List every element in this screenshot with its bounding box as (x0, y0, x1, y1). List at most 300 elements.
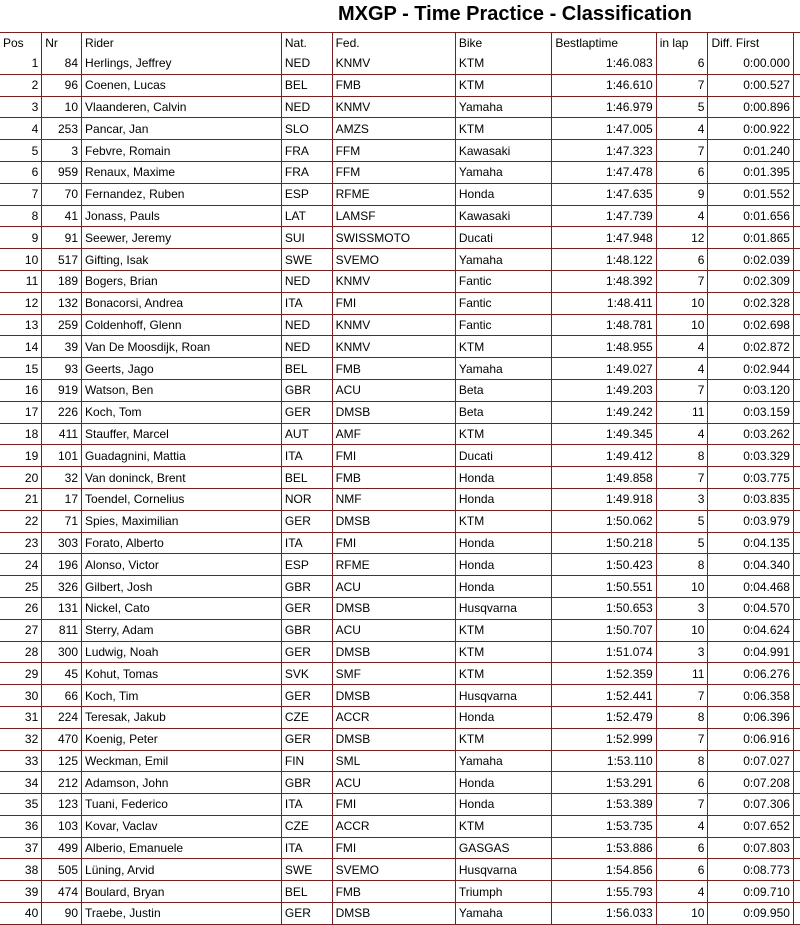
cell-in-lap: 7 (656, 379, 708, 401)
table-edge (793, 859, 800, 881)
cell-bike: KTM (455, 423, 551, 445)
cell-bike: Honda (455, 532, 551, 554)
cell-nat: CZE (281, 706, 332, 728)
cell-rider: Adamson, John (82, 772, 282, 794)
cell-in-lap: 7 (656, 74, 708, 96)
cell-bestlaptime: 1:47.635 (552, 183, 656, 205)
cell-nr: 132 (42, 292, 82, 314)
cell-nat: GBR (281, 619, 332, 641)
header-fed: Fed. (332, 33, 455, 53)
cell-bestlaptime: 1:49.203 (552, 379, 656, 401)
cell-fed: ACCR (332, 815, 455, 837)
cell-bike: Honda (455, 794, 551, 816)
header-bike: Bike (455, 33, 551, 53)
cell-bestlaptime: 1:47.005 (552, 118, 656, 140)
cell-fed: KNMV (332, 96, 455, 118)
cell-rider: Vlaanderen, Calvin (82, 96, 282, 118)
cell-pos: 33 (0, 750, 42, 772)
cell-diff-first: 0:02.328 (708, 292, 793, 314)
table-edge (793, 750, 800, 772)
cell-rider: Traebe, Justin (82, 903, 282, 925)
cell-diff-first: 0:04.468 (708, 576, 793, 598)
cell-bestlaptime: 1:48.122 (552, 249, 656, 271)
cell-fed: DMSB (332, 903, 455, 925)
cell-nat: NED (281, 96, 332, 118)
cell-rider: Koch, Tom (82, 401, 282, 423)
cell-bike: Ducati (455, 227, 551, 249)
table-row (0, 401, 800, 423)
table-edge (793, 881, 800, 903)
cell-nr: 91 (42, 227, 82, 249)
cell-rider: Renaux, Maxime (82, 161, 282, 183)
cell-bestlaptime: 1:49.412 (552, 445, 656, 467)
cell-rider: Stauffer, Marcel (82, 423, 282, 445)
cell-fed: DMSB (332, 510, 455, 532)
cell-fed: NMF (332, 488, 455, 510)
cell-pos: 8 (0, 205, 42, 227)
table-row (0, 423, 800, 445)
cell-fed: FFM (332, 140, 455, 162)
cell-bike: Fantic (455, 314, 551, 336)
cell-bike: Honda (455, 772, 551, 794)
cell-bestlaptime: 1:49.858 (552, 467, 656, 489)
table-edge (793, 161, 800, 183)
cell-nr: 96 (42, 74, 82, 96)
cell-bestlaptime: 1:50.218 (552, 532, 656, 554)
header-nr: Nr (42, 33, 82, 53)
cell-in-lap: 9 (656, 183, 708, 205)
cell-nr: 196 (42, 554, 82, 576)
cell-diff-first: 0:02.872 (708, 336, 793, 358)
table-row (0, 576, 800, 598)
cell-in-lap: 10 (656, 903, 708, 925)
cell-diff-first: 0:07.027 (708, 750, 793, 772)
cell-bike: KTM (455, 815, 551, 837)
table-edge (793, 74, 800, 96)
cell-pos: 11 (0, 270, 42, 292)
cell-bike: Beta (455, 401, 551, 423)
cell-pos: 5 (0, 140, 42, 162)
cell-pos: 31 (0, 706, 42, 728)
table-row (0, 96, 800, 118)
cell-pos: 21 (0, 488, 42, 510)
cell-bestlaptime: 1:53.389 (552, 794, 656, 816)
cell-pos: 29 (0, 663, 42, 685)
cell-in-lap: 6 (656, 772, 708, 794)
cell-fed: AMF (332, 423, 455, 445)
cell-pos: 3 (0, 96, 42, 118)
cell-diff-first: 0:06.396 (708, 706, 793, 728)
table-edge (793, 619, 800, 641)
cell-bike: Fantic (455, 292, 551, 314)
cell-nat: AUT (281, 423, 332, 445)
cell-fed: SMF (332, 663, 455, 685)
cell-rider: Ludwig, Noah (82, 641, 282, 663)
table-edge (793, 903, 800, 925)
cell-nat: NED (281, 336, 332, 358)
cell-rider: Spies, Maximilian (82, 510, 282, 532)
table-edge (793, 292, 800, 314)
cell-rider: Sterry, Adam (82, 619, 282, 641)
cell-bestlaptime: 1:49.345 (552, 423, 656, 445)
cell-rider: Alberio, Emanuele (82, 837, 282, 859)
table-edge (793, 837, 800, 859)
cell-pos: 25 (0, 576, 42, 598)
cell-in-lap: 11 (656, 401, 708, 423)
table-row (0, 140, 800, 162)
cell-nat: GER (281, 597, 332, 619)
cell-diff-first: 0:07.208 (708, 772, 793, 794)
table-edge (793, 205, 800, 227)
cell-in-lap: 4 (656, 118, 708, 140)
cell-bestlaptime: 1:47.948 (552, 227, 656, 249)
cell-bike: Husqvarna (455, 859, 551, 881)
table-edge (793, 445, 800, 467)
cell-diff-first: 0:06.276 (708, 663, 793, 685)
table-edge (793, 249, 800, 271)
header-in-lap: in lap (656, 33, 708, 53)
cell-fed: FMB (332, 358, 455, 380)
cell-diff-first: 0:02.039 (708, 249, 793, 271)
cell-bike: Kawasaki (455, 140, 551, 162)
cell-nr: 84 (42, 53, 82, 75)
cell-in-lap: 6 (656, 859, 708, 881)
cell-nr: 505 (42, 859, 82, 881)
cell-bike: Triumph (455, 881, 551, 903)
table-edge (793, 379, 800, 401)
cell-fed: ACCR (332, 706, 455, 728)
cell-bike: KTM (455, 118, 551, 140)
cell-nr: 71 (42, 510, 82, 532)
cell-diff-first: 0:00.000 (708, 53, 793, 75)
cell-diff-first: 0:06.358 (708, 685, 793, 707)
header-bestlaptime: Bestlaptime (552, 33, 656, 53)
cell-diff-first: 0:07.306 (708, 794, 793, 816)
cell-diff-first: 0:03.120 (708, 379, 793, 401)
cell-diff-first: 0:09.950 (708, 903, 793, 925)
cell-bestlaptime: 1:48.411 (552, 292, 656, 314)
cell-fed: DMSB (332, 401, 455, 423)
table-row (0, 488, 800, 510)
cell-pos: 23 (0, 532, 42, 554)
cell-pos: 40 (0, 903, 42, 925)
cell-nat: BEL (281, 467, 332, 489)
cell-rider: Bogers, Brian (82, 270, 282, 292)
cell-bike: Fantic (455, 270, 551, 292)
cell-pos: 6 (0, 161, 42, 183)
cell-fed: KNMV (332, 53, 455, 75)
cell-diff-first: 0:03.835 (708, 488, 793, 510)
cell-nat: BEL (281, 74, 332, 96)
cell-in-lap: 11 (656, 663, 708, 685)
cell-pos: 7 (0, 183, 42, 205)
cell-rider: Lüning, Arvid (82, 859, 282, 881)
cell-diff-first: 0:01.240 (708, 140, 793, 162)
cell-pos: 9 (0, 227, 42, 249)
cell-diff-first: 0:04.991 (708, 641, 793, 663)
cell-bestlaptime: 1:52.441 (552, 685, 656, 707)
cell-bestlaptime: 1:52.999 (552, 728, 656, 750)
table-edge (793, 401, 800, 423)
cell-diff-first: 0:01.552 (708, 183, 793, 205)
cell-bestlaptime: 1:53.110 (552, 750, 656, 772)
cell-fed: RFME (332, 554, 455, 576)
table-row (0, 467, 800, 489)
cell-in-lap: 3 (656, 641, 708, 663)
cell-bike: Honda (455, 554, 551, 576)
cell-nr: 517 (42, 249, 82, 271)
table-row (0, 74, 800, 96)
cell-pos: 39 (0, 881, 42, 903)
cell-diff-first: 0:04.135 (708, 532, 793, 554)
cell-fed: KNMV (332, 336, 455, 358)
cell-bike: Ducati (455, 445, 551, 467)
cell-pos: 32 (0, 728, 42, 750)
cell-rider: Herlings, Jeffrey (82, 53, 282, 75)
cell-in-lap: 7 (656, 794, 708, 816)
cell-nat: GBR (281, 576, 332, 598)
table-edge (793, 597, 800, 619)
cell-bike: Yamaha (455, 96, 551, 118)
cell-rider: Coenen, Lucas (82, 74, 282, 96)
cell-diff-first: 0:04.624 (708, 619, 793, 641)
table-row (0, 663, 800, 685)
cell-in-lap: 4 (656, 336, 708, 358)
table-row (0, 641, 800, 663)
cell-diff-first: 0:00.922 (708, 118, 793, 140)
table-edge (793, 423, 800, 445)
table-row (0, 619, 800, 641)
cell-pos: 35 (0, 794, 42, 816)
cell-nat: ITA (281, 794, 332, 816)
cell-bike: Husqvarna (455, 597, 551, 619)
cell-nr: 131 (42, 597, 82, 619)
cell-bestlaptime: 1:50.062 (552, 510, 656, 532)
cell-nr: 253 (42, 118, 82, 140)
page-title: MXGP - Time Practice - Classification (338, 3, 692, 25)
cell-nat: ITA (281, 532, 332, 554)
cell-bestlaptime: 1:55.793 (552, 881, 656, 903)
cell-nat: SWE (281, 249, 332, 271)
table-edge (793, 728, 800, 750)
cell-fed: KNMV (332, 314, 455, 336)
table-edge (793, 641, 800, 663)
cell-nat: GER (281, 728, 332, 750)
cell-pos: 16 (0, 379, 42, 401)
cell-pos: 4 (0, 118, 42, 140)
cell-pos: 15 (0, 358, 42, 380)
cell-nr: 17 (42, 488, 82, 510)
table-row (0, 750, 800, 772)
table-edge (793, 358, 800, 380)
cell-in-lap: 8 (656, 750, 708, 772)
table-edge (793, 576, 800, 598)
cell-nr: 70 (42, 183, 82, 205)
cell-in-lap: 3 (656, 597, 708, 619)
table-edge (793, 270, 800, 292)
cell-bestlaptime: 1:48.955 (552, 336, 656, 358)
cell-rider: Fernandez, Ruben (82, 183, 282, 205)
cell-rider: Forato, Alberto (82, 532, 282, 554)
cell-diff-first: 0:03.262 (708, 423, 793, 445)
table-row (0, 859, 800, 881)
table-edge (793, 772, 800, 794)
cell-bike: KTM (455, 336, 551, 358)
cell-rider: Febvre, Romain (82, 140, 282, 162)
cell-fed: FMB (332, 74, 455, 96)
cell-nr: 212 (42, 772, 82, 794)
cell-diff-first: 0:07.652 (708, 815, 793, 837)
cell-pos: 36 (0, 815, 42, 837)
cell-rider: Jonass, Pauls (82, 205, 282, 227)
cell-diff-first: 0:04.340 (708, 554, 793, 576)
cell-nat: SVK (281, 663, 332, 685)
cell-in-lap: 10 (656, 292, 708, 314)
cell-bestlaptime: 1:49.918 (552, 488, 656, 510)
cell-nr: 474 (42, 881, 82, 903)
cell-diff-first: 0:03.159 (708, 401, 793, 423)
cell-pos: 2 (0, 74, 42, 96)
table-row (0, 706, 800, 728)
cell-pos: 34 (0, 772, 42, 794)
cell-diff-first: 0:08.773 (708, 859, 793, 881)
cell-nat: LAT (281, 205, 332, 227)
cell-rider: Bonacorsi, Andrea (82, 292, 282, 314)
cell-pos: 37 (0, 837, 42, 859)
cell-fed: DMSB (332, 685, 455, 707)
cell-bestlaptime: 1:50.551 (552, 576, 656, 598)
table-row (0, 379, 800, 401)
cell-nr: 103 (42, 815, 82, 837)
cell-fed: FMI (332, 532, 455, 554)
cell-pos: 26 (0, 597, 42, 619)
cell-nat: NED (281, 314, 332, 336)
cell-fed: DMSB (332, 597, 455, 619)
table-edge (793, 467, 800, 489)
table-row (0, 510, 800, 532)
cell-bestlaptime: 1:48.392 (552, 270, 656, 292)
cell-bike: Husqvarna (455, 685, 551, 707)
cell-bestlaptime: 1:52.479 (552, 706, 656, 728)
table-edge (793, 510, 800, 532)
cell-nat: NED (281, 53, 332, 75)
cell-in-lap: 7 (656, 685, 708, 707)
cell-nat: FRA (281, 161, 332, 183)
table-row (0, 53, 800, 75)
cell-fed: LAMSF (332, 205, 455, 227)
cell-bike: Yamaha (455, 903, 551, 925)
cell-in-lap: 10 (656, 314, 708, 336)
cell-bike: Honda (455, 706, 551, 728)
cell-pos: 19 (0, 445, 42, 467)
cell-bike: KTM (455, 663, 551, 685)
cell-fed: FMB (332, 467, 455, 489)
cell-bike: KTM (455, 74, 551, 96)
cell-nr: 499 (42, 837, 82, 859)
cell-bestlaptime: 1:50.707 (552, 619, 656, 641)
cell-bike: KTM (455, 619, 551, 641)
cell-nr: 224 (42, 706, 82, 728)
cell-rider: Gilbert, Josh (82, 576, 282, 598)
cell-in-lap: 7 (656, 467, 708, 489)
cell-diff-first: 0:06.916 (708, 728, 793, 750)
cell-bike: Honda (455, 183, 551, 205)
table-edge (793, 118, 800, 140)
table-header-row (0, 33, 800, 53)
cell-rider: Pancar, Jan (82, 118, 282, 140)
cell-nr: 189 (42, 270, 82, 292)
cell-fed: ACU (332, 379, 455, 401)
cell-diff-first: 0:03.979 (708, 510, 793, 532)
cell-nr: 300 (42, 641, 82, 663)
cell-nr: 259 (42, 314, 82, 336)
table-edge (793, 140, 800, 162)
cell-in-lap: 7 (656, 140, 708, 162)
table-edge (793, 183, 800, 205)
table-row (0, 249, 800, 271)
cell-rider: Van De Moosdijk, Roan (82, 336, 282, 358)
cell-pos: 17 (0, 401, 42, 423)
cell-in-lap: 4 (656, 205, 708, 227)
cell-nr: 326 (42, 576, 82, 598)
cell-pos: 38 (0, 859, 42, 881)
table-row (0, 358, 800, 380)
cell-nr: 90 (42, 903, 82, 925)
cell-bike: Beta (455, 379, 551, 401)
cell-bike: KTM (455, 53, 551, 75)
cell-rider: Kovar, Vaclav (82, 815, 282, 837)
cell-pos: 27 (0, 619, 42, 641)
table-edge (793, 554, 800, 576)
table-row (0, 292, 800, 314)
cell-bestlaptime: 1:53.886 (552, 837, 656, 859)
cell-bestlaptime: 1:49.242 (552, 401, 656, 423)
cell-in-lap: 5 (656, 510, 708, 532)
cell-bestlaptime: 1:56.033 (552, 903, 656, 925)
table-edge (793, 685, 800, 707)
cell-in-lap: 4 (656, 423, 708, 445)
cell-bestlaptime: 1:54.856 (552, 859, 656, 881)
table-row (0, 161, 800, 183)
cell-bestlaptime: 1:50.653 (552, 597, 656, 619)
cell-in-lap: 5 (656, 532, 708, 554)
header-rider: Rider (82, 33, 282, 53)
cell-bestlaptime: 1:51.074 (552, 641, 656, 663)
cell-rider: Tuani, Federico (82, 794, 282, 816)
cell-bike: Honda (455, 576, 551, 598)
cell-bestlaptime: 1:50.423 (552, 554, 656, 576)
cell-nr: 10 (42, 96, 82, 118)
header-nat: Nat. (281, 33, 332, 53)
cell-pos: 13 (0, 314, 42, 336)
cell-nr: 39 (42, 336, 82, 358)
table-edge (793, 488, 800, 510)
cell-in-lap: 12 (656, 227, 708, 249)
cell-fed: ACU (332, 619, 455, 641)
cell-diff-first: 0:00.527 (708, 74, 793, 96)
cell-nr: 411 (42, 423, 82, 445)
cell-rider: Toendel, Cornelius (82, 488, 282, 510)
table-edge (793, 314, 800, 336)
cell-bestlaptime: 1:53.735 (552, 815, 656, 837)
cell-nr: 32 (42, 467, 82, 489)
cell-nr: 45 (42, 663, 82, 685)
cell-rider: Koenig, Peter (82, 728, 282, 750)
cell-fed: KNMV (332, 270, 455, 292)
cell-bike: KTM (455, 728, 551, 750)
cell-diff-first: 0:09.710 (708, 881, 793, 903)
cell-fed: SVEMO (332, 859, 455, 881)
